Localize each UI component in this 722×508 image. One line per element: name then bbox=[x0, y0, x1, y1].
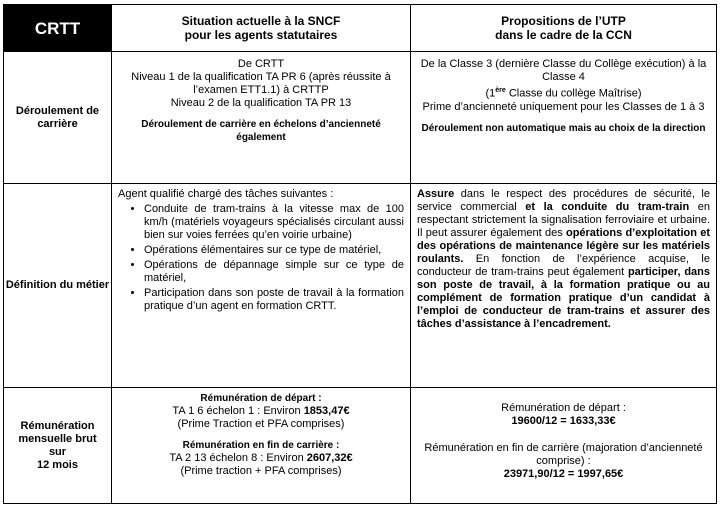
remuneration-label-line: sur bbox=[48, 445, 67, 458]
row-label-remuneration bbox=[4, 388, 112, 504]
row-label-deroulement: Déroulement de carrière bbox=[4, 52, 112, 184]
row-deroulement bbox=[4, 52, 717, 184]
sncf-start-title: Rémunération de départ : bbox=[200, 393, 322, 404]
list-item: • Conduite de tram-trains à la vitesse max de 100 km/h (matériels voyageurs spécialisés circulant aussi bien sur voies ferrées qu’en voirie urbaine) bbox=[144, 203, 404, 242]
utp-column-header bbox=[411, 5, 717, 52]
utp-deroulement-line bbox=[417, 84, 710, 101]
utp-definition-part: en respectant strictement la signalisation ferroviaire et urbaine. Il peut assurer également des bbox=[417, 201, 710, 239]
utp-definition-part: dans le respect des procédures de sécurité, le service commercial bbox=[417, 188, 710, 213]
corner-title: CRTT bbox=[4, 5, 112, 52]
utp-deroulement-line: Prime d’ancienneté uniquement pour les Classes de 1 à 3 bbox=[422, 100, 705, 113]
sncf-end-value: 2607,32€ bbox=[306, 452, 353, 464]
utp-definition-cell bbox=[411, 184, 717, 388]
sncf-deroulement-note: Déroulement de carrière en échelons d’ancienneté également bbox=[141, 119, 381, 143]
row-label-definition: Définition du métier bbox=[4, 184, 112, 388]
remuneration-label-line: mensuelle brut bbox=[18, 432, 97, 445]
row-remuneration bbox=[4, 388, 717, 504]
utp-header-ccn: CCN bbox=[605, 28, 632, 42]
sncf-header-line1: Situation actuelle à la SNCF bbox=[181, 14, 341, 28]
utp-end-value: 23971,90/12 = 1997,65€ bbox=[503, 468, 624, 480]
sncf-deroulement-line: Niveau 2 de la qualification TA PR 13 bbox=[170, 97, 352, 109]
sncf-column-header bbox=[112, 5, 411, 52]
sncf-deroulement-line: Niveau 1 de la qualification TA PR 6 (après réussite à l’examen ETT1.1) à CRTTP bbox=[131, 71, 391, 96]
remuneration-label-line: Rémunération bbox=[20, 419, 95, 432]
utp-deroulement-line2-pre: (1 bbox=[485, 87, 496, 100]
sncf-end-line bbox=[118, 452, 404, 465]
sncf-start-label: TA 1 6 échelon 1 : Environ bbox=[172, 405, 304, 417]
utp-definition-part: opérations d’exploitation et des opérations de maintenance légère sur les matériels roulants. bbox=[417, 227, 710, 265]
utp-start-title: Rémunération de départ : bbox=[501, 402, 626, 414]
sncf-definition-cell bbox=[112, 184, 411, 388]
utp-deroulement-sup: ère bbox=[495, 87, 506, 94]
sncf-start-line bbox=[118, 405, 404, 418]
utp-remuneration-cell bbox=[411, 388, 717, 504]
utp-start-value: 19600/12 = 1633,33€ bbox=[511, 415, 616, 427]
utp-header-line2 bbox=[411, 28, 716, 42]
utp-deroulement-cell bbox=[411, 52, 717, 184]
sncf-definition-list bbox=[118, 203, 404, 313]
remuneration-label-line: 12 mois bbox=[37, 458, 78, 471]
utp-deroulement-note: Déroulement non automatique mais au choix de la direction bbox=[421, 122, 706, 134]
sncf-header-line2: pour les agents statutaires bbox=[184, 28, 338, 42]
sncf-deroulement-line: De CRTT bbox=[237, 58, 285, 70]
sncf-remuneration-cell bbox=[112, 388, 411, 504]
sncf-start-note: (Prime Traction et PFA comprises) bbox=[177, 418, 345, 430]
utp-header-line1: Propositions de l’UTP bbox=[501, 14, 626, 28]
sncf-deroulement-cell bbox=[112, 52, 411, 184]
sncf-start-value: 1853,47€ bbox=[303, 405, 350, 417]
utp-deroulement-line: De la Classe 3 (dernière Classe du Collège exécution) à la Classe 4 bbox=[420, 58, 707, 83]
utp-definition-part: Assure bbox=[417, 188, 455, 200]
header-row bbox=[4, 5, 717, 52]
utp-definition-part: participer, dans son poste de travail, à la formation pratique ou au complément de formation pratique d’un candidat à l’emploi de conducteur de tram-trains et assurer des tâches d’assistance à l’encadrement. bbox=[417, 266, 710, 330]
utp-end-title: Rémunération en fin de carrière (majoration d’ancienneté comprise) : bbox=[424, 442, 703, 467]
comparison-table bbox=[3, 4, 717, 504]
utp-definition-part: En fonction de l’expérience acquise, le conducteur de tram-trains peut également bbox=[417, 253, 710, 278]
utp-header-line2-text: dans le cadre de la bbox=[495, 28, 606, 42]
list-item: • Participation dans son poste de travail à la formation pratique d’un agent en formation CRTT. bbox=[144, 287, 404, 313]
utp-deroulement-line2-post: Classe du collège Maîtrise) bbox=[505, 87, 642, 100]
sncf-end-title: Rémunération en fin de carrière : bbox=[182, 440, 340, 451]
list-item: • Opérations élémentaires sur ce type de matériel, bbox=[144, 244, 404, 257]
list-item: • Opérations de dépannage simple sur ce type de matériel, bbox=[144, 259, 404, 285]
sncf-end-note: (Prime traction + PFA comprises) bbox=[180, 465, 342, 477]
sncf-definition-intro: Agent qualifié chargé des tâches suivantes : bbox=[118, 188, 334, 200]
utp-definition-part: et la conduite du tram-train bbox=[525, 201, 690, 213]
sncf-end-label: TA 2 13 échelon 8 : Environ bbox=[169, 452, 307, 464]
row-definition bbox=[4, 184, 717, 388]
